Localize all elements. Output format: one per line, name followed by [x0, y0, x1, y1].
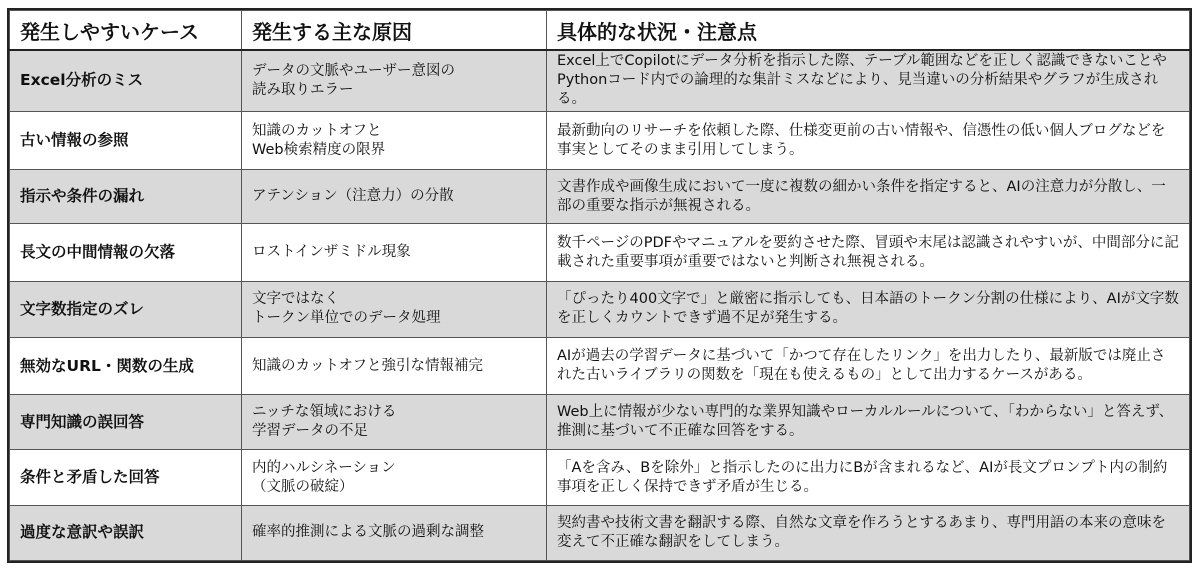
hallucination-cases-table-container — [7, 8, 1192, 563]
cause-cell: 内的ハルシネーション （文脈の破綻） — [242, 450, 547, 505]
detail-cell: AIが過去の学習データに基づいて「かつて存在したリンク」を出力したり、最新版では廃止された古いライブラリの関数を「現在も使えるもの」として出力するケースがある。 — [547, 337, 1190, 394]
case-cell: 長文の中間情報の欠落 — [10, 224, 242, 281]
cause-cell: 知識のカットオフと強引な情報補完 — [242, 337, 547, 394]
cause-cell: 文字ではなく トークン単位でのデータ処理 — [242, 281, 547, 337]
table-row — [10, 395, 1190, 450]
table-row — [10, 50, 1190, 111]
cause-cell: ニッチな領域における 学習データの不足 — [242, 395, 547, 450]
cause-cell: データの文脈やユーザー意図の 読み取りエラー — [242, 50, 547, 111]
case-cell: 条件と矛盾した回答 — [10, 450, 242, 505]
table-header-row — [10, 11, 1190, 51]
table-row — [10, 450, 1190, 505]
cause-cell: ロストインザミドル現象 — [242, 224, 547, 281]
case-cell: 過度な意訳や誤訳 — [10, 505, 242, 560]
table-row — [10, 170, 1190, 224]
table-row — [10, 337, 1190, 394]
detail-cell: 数千ページのPDFやマニュアルを要約させた際、冒頭や末尾は認識されやすいが、中間部分に記載された重要事項が重要ではないと判断され無視される。 — [547, 224, 1190, 281]
detail-cell: 「Aを含み、Bを除外」と指示したのに出力にBが含まれるなど、AIが長文プロンプト内の制約事項を正しく保持できず矛盾が生じる。 — [547, 450, 1190, 505]
cause-cell: 知識のカットオフと Web検索精度の限界 — [242, 111, 547, 169]
detail-cell: Excel上でCopilotにデータ分析を指示した際、テーブル範囲などを正しく認識できないことやPythonコード内での論理的な集計ミスなどにより、見当違いの分析結果やグラフが生成される。 — [547, 50, 1190, 111]
header-cause: 発生する主な原因 — [242, 11, 547, 51]
case-cell: 無効なURL・関数の生成 — [10, 337, 242, 394]
cause-cell: アテンション（注意力）の分散 — [242, 170, 547, 224]
detail-cell: 契約書や技術文書を翻訳する際、自然な文章を作ろうとするあまり、専門用語の本来の意味を変えて不正確な翻訳をしてしまう。 — [547, 505, 1190, 560]
case-cell: 指示や条件の漏れ — [10, 170, 242, 224]
hallucination-cases-table — [9, 10, 1190, 561]
header-case: 発生しやすいケース — [10, 11, 242, 51]
detail-cell: 文書作成や画像生成において一度に複数の細かい条件を指定すると、AIの注意力が分散し、一部の重要な指示が無視される。 — [547, 170, 1190, 224]
table-row — [10, 505, 1190, 560]
detail-cell: 最新動向のリサーチを依頼した際、仕様変更前の古い情報や、信憑性の低い個人ブログなどを事実としてそのまま引用してしまう。 — [547, 111, 1190, 169]
case-cell: 専門知識の誤回答 — [10, 395, 242, 450]
case-cell: Excel分析のミス — [10, 50, 242, 111]
table-row — [10, 111, 1190, 169]
header-detail: 具体的な状況・注意点 — [547, 11, 1190, 51]
detail-cell: Web上に情報が少ない専門的な業界知識やローカルルールについて、「わからない」と答えず、推測に基づいて不正確な回答をする。 — [547, 395, 1190, 450]
case-cell: 文字数指定のズレ — [10, 281, 242, 337]
detail-cell: 「ぴったり400文字で」と厳密に指示しても、日本語のトークン分割の仕様により、AIが文字数を正しくカウントできず過不足が発生する。 — [547, 281, 1190, 337]
table-row — [10, 281, 1190, 337]
case-cell: 古い情報の参照 — [10, 111, 242, 169]
cause-cell: 確率的推測による文脈の過剰な調整 — [242, 505, 547, 560]
table-row — [10, 224, 1190, 281]
